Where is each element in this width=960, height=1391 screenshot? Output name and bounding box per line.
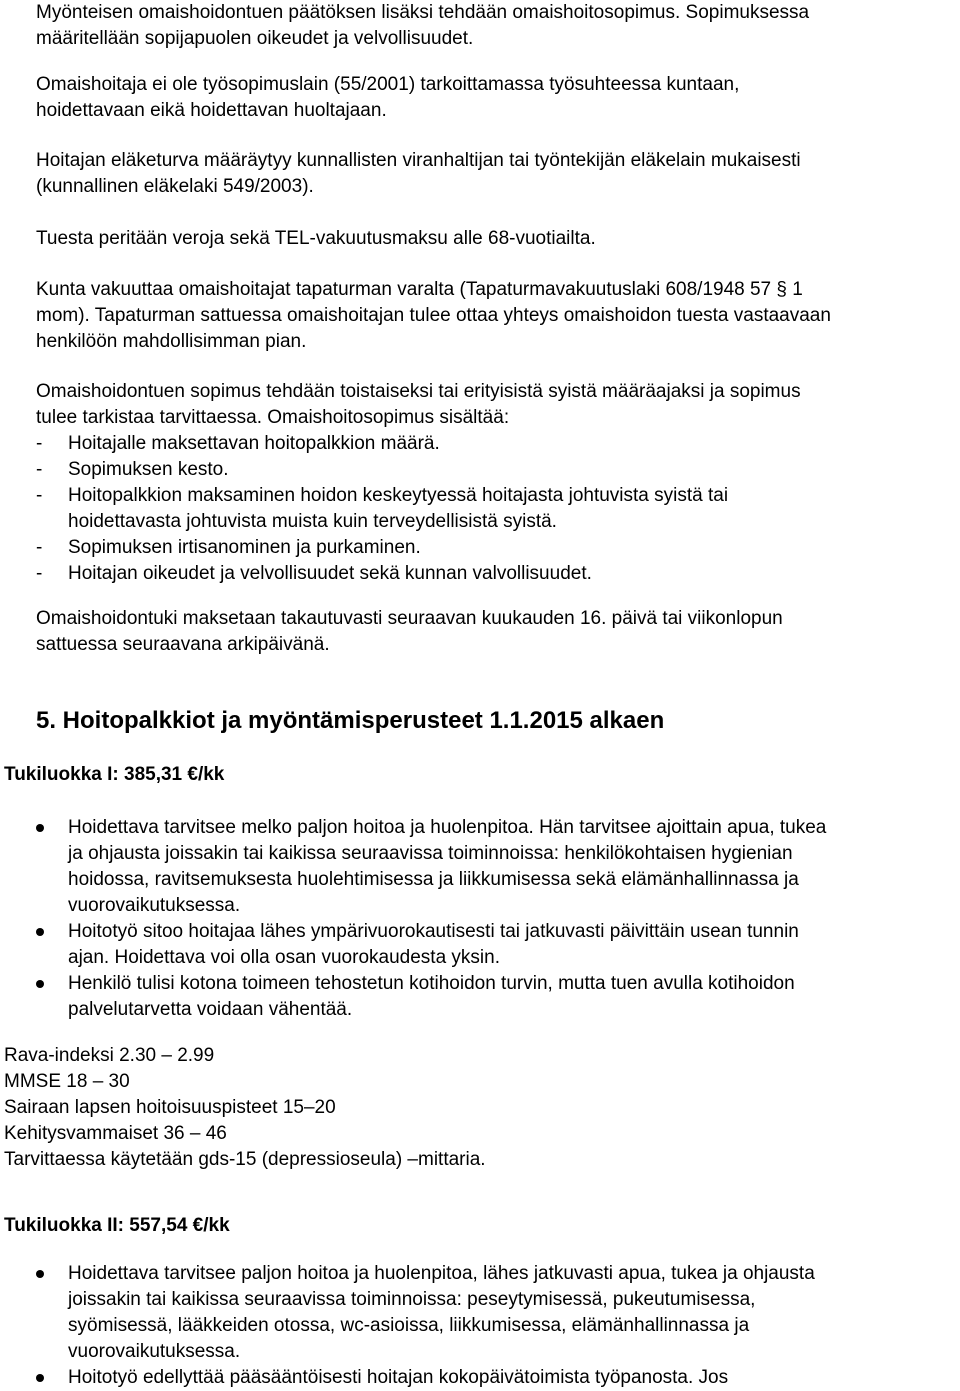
paragraph-payment-date <box>36 606 783 658</box>
text-line: Hoitajan eläketurva määräytyy kunnallisten viranhaltijan tai työntekijän eläkelain mukaisesti <box>36 150 801 171</box>
list-item: - Hoitajalle maksettavan hoitopalkkion määrä. <box>36 431 728 457</box>
section-heading: 5. Hoitopalkkiot ja myöntämisperusteet 1.1.2015 alkaen <box>36 707 665 734</box>
text-line: määritellään sopijapuolen oikeudet ja velvollisuudet. <box>36 28 474 49</box>
class1-criteria-list <box>36 815 826 1023</box>
paragraph-employment-status <box>36 72 739 124</box>
list-item: Sairaan lapsen hoitoisuuspisteet 15–20 <box>4 1097 336 1118</box>
class-heading: Tukiluokka II: 557,54 €/kk <box>4 1215 230 1236</box>
text-line: mom). Tapaturman sattuessa omaishoitajan tulee ottaa yhteys omaishoidon tuesta vastaavaan <box>36 305 831 326</box>
contract-contents-list <box>36 431 728 587</box>
paragraph-pension <box>36 148 801 200</box>
list-item: Kehitysvammaiset 36 – 46 <box>4 1123 227 1144</box>
list-item: Hoitotyö edellyttää pääsääntöisesti hoitajan kokopäivätoimista työpanosta. Jos <box>36 1365 815 1391</box>
text-line: (kunnallinen eläkelaki 549/2003). <box>36 176 314 197</box>
bullet-icon <box>36 1374 44 1382</box>
text-line: Myönteisen omaishoidontuen päätöksen lisäksi tehdään omaishoitosopimus. Sopimuksessa <box>36 2 810 23</box>
list-item: Hoitotyö sitoo hoitajaa lähes ympärivuorokautisesti tai jatkuvasti päivittäin usean tunnin ajan. Hoidettava voi olla osan vuorokaudesta yksin. <box>36 919 826 971</box>
bullet-icon <box>36 980 44 988</box>
list-item: - Sopimuksen kesto. <box>36 457 728 483</box>
text-line: tulee tarkistaa tarvittaessa. Omaishoitosopimus sisältää: <box>36 407 510 428</box>
bullet-icon <box>36 824 44 832</box>
list-item: - Sopimuksen irtisanominen ja purkaminen. <box>36 535 728 561</box>
list-item: Rava-indeksi 2.30 – 2.99 <box>4 1045 215 1066</box>
class-heading: Tukiluokka I: 385,31 €/kk <box>4 764 225 785</box>
list-item: - Hoitajan oikeudet ja velvollisuudet sekä kunnan valvollisuudet. <box>36 561 728 587</box>
list-item: Tarvittaessa käytetään gds-15 (depressioseula) –mittaria. <box>4 1149 486 1170</box>
list-item: Hoidettava tarvitsee paljon hoitoa ja huolenpitoa, lähes jatkuvasti apua, tukea ja ohjausta joissakin tai kaikissa seuraavissa toiminnoissa: peseytymisessä, pukeutumisessa, syömisessä, lääkkeiden otossa, wc-asioissa, liikkumisessa, elämänhallinnassa ja vuorovaikutuksessa. <box>36 1261 815 1365</box>
text-line: Omaishoitaja ei ole työsopimuslain (55/2001) tarkoittamassa työsuhteessa kuntaan, <box>36 74 740 95</box>
list-item: Hoidettava tarvitsee melko paljon hoitoa ja huolenpitoa. Hän tarvitsee ajoittain apua, tukea ja ohjausta joissakin tai kaikissa seuraavissa toiminnoissa: henkilökohtaisen hygienian hoidossa, ravitsemuksesta huolehtimisessa ja liikkumisessa sekä elämänhallinnassa ja vuorovaikutuksessa. <box>36 815 826 919</box>
class2-criteria-list <box>36 1261 815 1391</box>
list-item: Henkilö tulisi kotona toimeen tehostetun kotihoidon turvin, mutta tuen avulla kotihoidon palvelutarvetta voidaan vähentää. <box>36 971 826 1023</box>
paragraph-contract-intro <box>36 0 809 52</box>
text-line: Omaishoidontuki maksetaan takautuvasti seuraavan kuukauden 16. päivä tai viikonlopun <box>36 608 783 629</box>
text-line: hoidettavaan eikä hoidettavan huoltajaan. <box>36 100 387 121</box>
text-line: sattuessa seuraavana arkipäivänä. <box>36 634 330 655</box>
text-line: Tuesta peritään veroja sekä TEL-vakuutusmaksu alle 68-vuotiailta. <box>36 228 596 249</box>
text-line: Omaishoidontuen sopimus tehdään toistaiseksi tai erityisistä syistä määräajaksi ja sopimus <box>36 381 801 402</box>
list-item: MMSE 18 – 30 <box>4 1071 130 1092</box>
paragraph-accident-insurance <box>36 277 831 355</box>
text-line: Kunta vakuuttaa omaishoitajat tapaturman varalta (Tapaturmavakuutuslaki 608/1948 57 § 1 <box>36 279 803 300</box>
paragraph-taxes <box>36 226 596 252</box>
bullet-icon <box>36 1270 44 1278</box>
list-item: - Hoitopalkkion maksaminen hoidon keskeytyessä hoitajasta johtuvista syistä tai hoidettavasta johtuvista muista kuin terveydellisistä syistä. <box>36 483 728 535</box>
text-line: henkilöön mahdollisimman pian. <box>36 331 307 352</box>
paragraph-contract-duration <box>36 379 801 431</box>
bullet-icon <box>36 928 44 936</box>
assessment-indices <box>4 1043 486 1173</box>
